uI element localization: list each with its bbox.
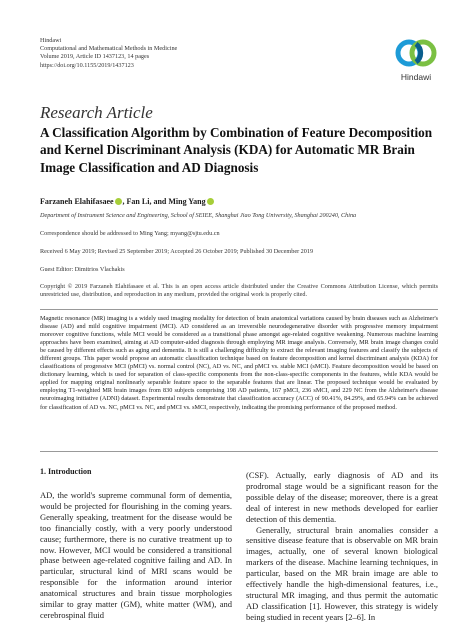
publisher-name: Hindawi xyxy=(40,37,62,44)
affiliation: Department of Instrument Science and Engineering, School of SEIEE, Shanghai Jiao Tong University, Shanghai 200240, China xyxy=(40,212,357,219)
abstract: Magnetic resonance (MR) imaging is a widely used imaging modality for detection of brain anatomical variations caused by brain diseases such as Alzheimer's disease (AD) and mild cognitive impairment (MCI). AD considered as an irreversible neurodegenerative disorder with progressive memory impairment moreover cognitive functions, while MCI would be considered as a transitional phase amongst age-related cognitive weakening. Numerous machine learning approaches have been examined, aiming at AD computer-aided diagnosis through employing MR image analysis. Conversely, MR brain image changes could be caused by different effects such as aging and dementia. It is still a challenging difficulty to extract the relevant imaging features and classify the subjects of different groups. This paper would propose an automatic classification technique based on feature decomposition and kernel discriminant analysis (KDA) for classifications of progressive MCI (pMCI) vs. normal control (NC), AD vs. NC, and pMCI vs. stable MCI (sMCI). Feature decomposition would be based on dictionary learning, which is used for separation of class-specific components from the non-class-specific components in the features, while KDA would be applied for mapping original nonlinearly separable feature space to the separable features that are linear. The proposed technique would be evaluated by employing T1-weighted MR brain images from 830 subjects comprising 198 AD patients, 167 pMCI, 236 sMCI, and 229 NC from the Alzheimer's disease neuroimaging initiative (ADNI) dataset. Experimental results demonstrate that classification accuracy (ACC) of 90.41%, 84.29%, and 65.94% can be achieved for classification of AD vs. NC, pMCI vs. NC, and pMCI vs. sMCI, respectively, indicating the promising performance of the proposed method. xyxy=(40,315,438,411)
author-name[interactable]: Farzaneh Elahifasaee xyxy=(40,197,114,206)
doi-link[interactable]: https://doi.org/10.1155/2019/1437123 xyxy=(40,61,134,69)
orcid-icon[interactable] xyxy=(115,198,122,205)
section-heading: 1. Introduction xyxy=(40,467,92,476)
orcid-icon[interactable] xyxy=(207,198,214,205)
divider xyxy=(40,309,438,310)
correspondence: Correspondence should be addressed to Ming Yang; myang@sjtu.edu.cn xyxy=(40,230,220,237)
body-column-left: AD, the world's supreme communal form of dementia, would be projected for flourishing in the coming years. Generally speaking, treatment for the disease would be too financially costly, with a very poorly understood cause; furthermore, there is no curative treatment up to now. However, MCI would be considered a transitional phase between age-related cognitive failing and AD. In particular, structural kind of MRI scans would be responsible for the information around interior anatomical structures and brain tissue morphologies similar to gray matter (GM), white matter (WM), and cerebrospinal fluid xyxy=(40,490,232,620)
journal-name: Computational and Mathematical Methods in Medicine xyxy=(40,45,178,53)
article-title: A Classification Algorithm by Combination of Feature Decomposition and Kernel Discriminant Analysis (KDA) for Automatic MR Brain Image Classification and AD Diagnosis xyxy=(40,125,433,175)
divider xyxy=(40,451,438,452)
hindawi-logo-icon xyxy=(394,34,438,72)
volume-info: Volume 2019, Article ID 1437123, 14 pages xyxy=(40,53,150,61)
article-type: Research Article xyxy=(40,103,153,122)
paragraph: (CSF). Actually, early diagnosis of AD and its prodromal stage would be a significant reason for the possible delay of the disease; moreover, there is a great deal of interest in new methods developed for earlier detection of this dementia. xyxy=(246,470,438,524)
author-names-rest[interactable]: , Fan Li, and Ming Yang xyxy=(122,197,206,206)
hindawi-logo-text: Hindawi xyxy=(400,72,432,82)
body-column-right xyxy=(246,470,438,623)
paragraph: Generally, structural brain anomalies consider a sensitive disease feature that is observable on MR brain images, actually, one of several known biological markers of the disease. Machine learning techniques, in particular, based on the MR brain image are able to effectively handle the high-dimensional features, i.e., structural MR imaging, and thus permit the automatic AD classification [1]. However, this strategy is widely being studied in recent years [2–6]. In xyxy=(246,524,438,622)
copyright-notice: Copyright © 2019 Farzaneh Elahifasaee et al. This is an open access article distributed under the Creative Commons Attribution License, which permits unrestricted use, distribution, and reproduction in any medium, provided the original work is properly cited. xyxy=(40,283,438,298)
journal-info xyxy=(40,37,177,70)
guest-editor: Guest Editor: Dimitrios Vlachakis xyxy=(40,266,125,273)
author-list xyxy=(40,197,215,206)
publication-dates: Received 6 May 2019; Revised 25 September 2019; Accepted 26 October 2019; Published 30 December 2019 xyxy=(40,248,314,255)
